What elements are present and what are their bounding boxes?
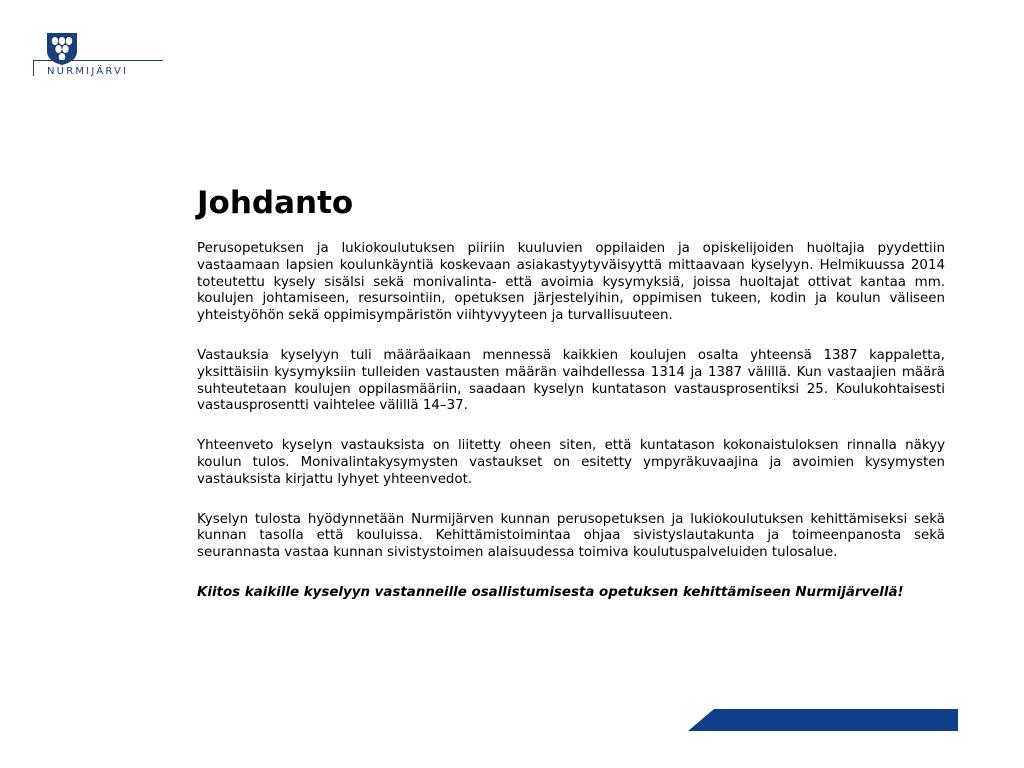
logo-divider-vertical: [33, 60, 34, 76]
footer-accent-shape: [688, 709, 958, 731]
page-title: Johdanto: [197, 185, 354, 221]
paragraph-thanks: Kiitos kaikille kyselyyn vastanneille osallistumisesta opetuksen kehittämiseen Nurmijärvellä!: [197, 584, 904, 600]
footer-accent-bar: [688, 709, 958, 731]
paragraph-intro: Perusopetuksen ja lukiokoulutuksen piiriin kuuluvien oppilaiden ja opiskelijoiden huoltajia pyydettiin vastaamaan lapsien koulunkäyntiä koskevaan asiakastyytyväisyyttä mittaavaan kyselyyn. Helmikuussa 2014 toteutettu kysely sisälsi sekä monivalinta- että avoimia kysymyksiä, joissa huoltajat ottivat kantaa mm. koulujen johtamiseen, resursointiin, opetuksen järjestelyihin, oppimisen tukeen, kodin ja koulun väliseen yhteistyöhön sekä oppimisympäristön viihtyvyyteen ja turvallisuuteen.: [197, 241, 945, 324]
logo-divider-horizontal: [33, 60, 163, 61]
logo-wordmark: NURMIJÄRVI: [47, 66, 129, 77]
paragraph-utilization: Kyselyn tulosta hyödynnetään Nurmijärven kunnan perusopetuksen ja lukiokoulutuksen kehittämiseksi sekä kunnan tasolla että kouluissa. Kehittämistoimintaa ohjaa sivistyslautakunta ja toimeenpanosta sekä seurannasta vastaa kunnan sivistystoimen alaisuudessa toimiva koulutuspalveluiden tulosalue.: [197, 511, 945, 561]
nurmijarvi-logo: [33, 32, 165, 80]
paragraph-responses: Vastauksia kyselyyn tuli määräaikaan mennessä kaikkien koulujen osalta yhteensä 1387 kappaletta, yksittäisiin kysymyksiin tulleiden vastausten määrän vaihdellessa 1314 ja 1387 välillä. Kun vastaajien määrä suhteutetaan koulujen oppilasmääriin, saadaan kyselyn kuntatason vastausprosentiksi 25. Koulukohtaisesti vastausprosentti vaihtelee välillä 14–37.: [197, 347, 945, 414]
document-body: [197, 185, 945, 625]
paragraph-summary: Yhteenveto kyselyn vastauksista on liitetty oheen siten, että kuntatason kokonaistuloksen rinnalla näkyy koulun tulos. Monivalintakysymysten vastaukset on esitetty ympyräkuvaajina ja avoimien kysymysten vastauksista kirjattu lyhyet yhteenvedot.: [197, 438, 945, 487]
